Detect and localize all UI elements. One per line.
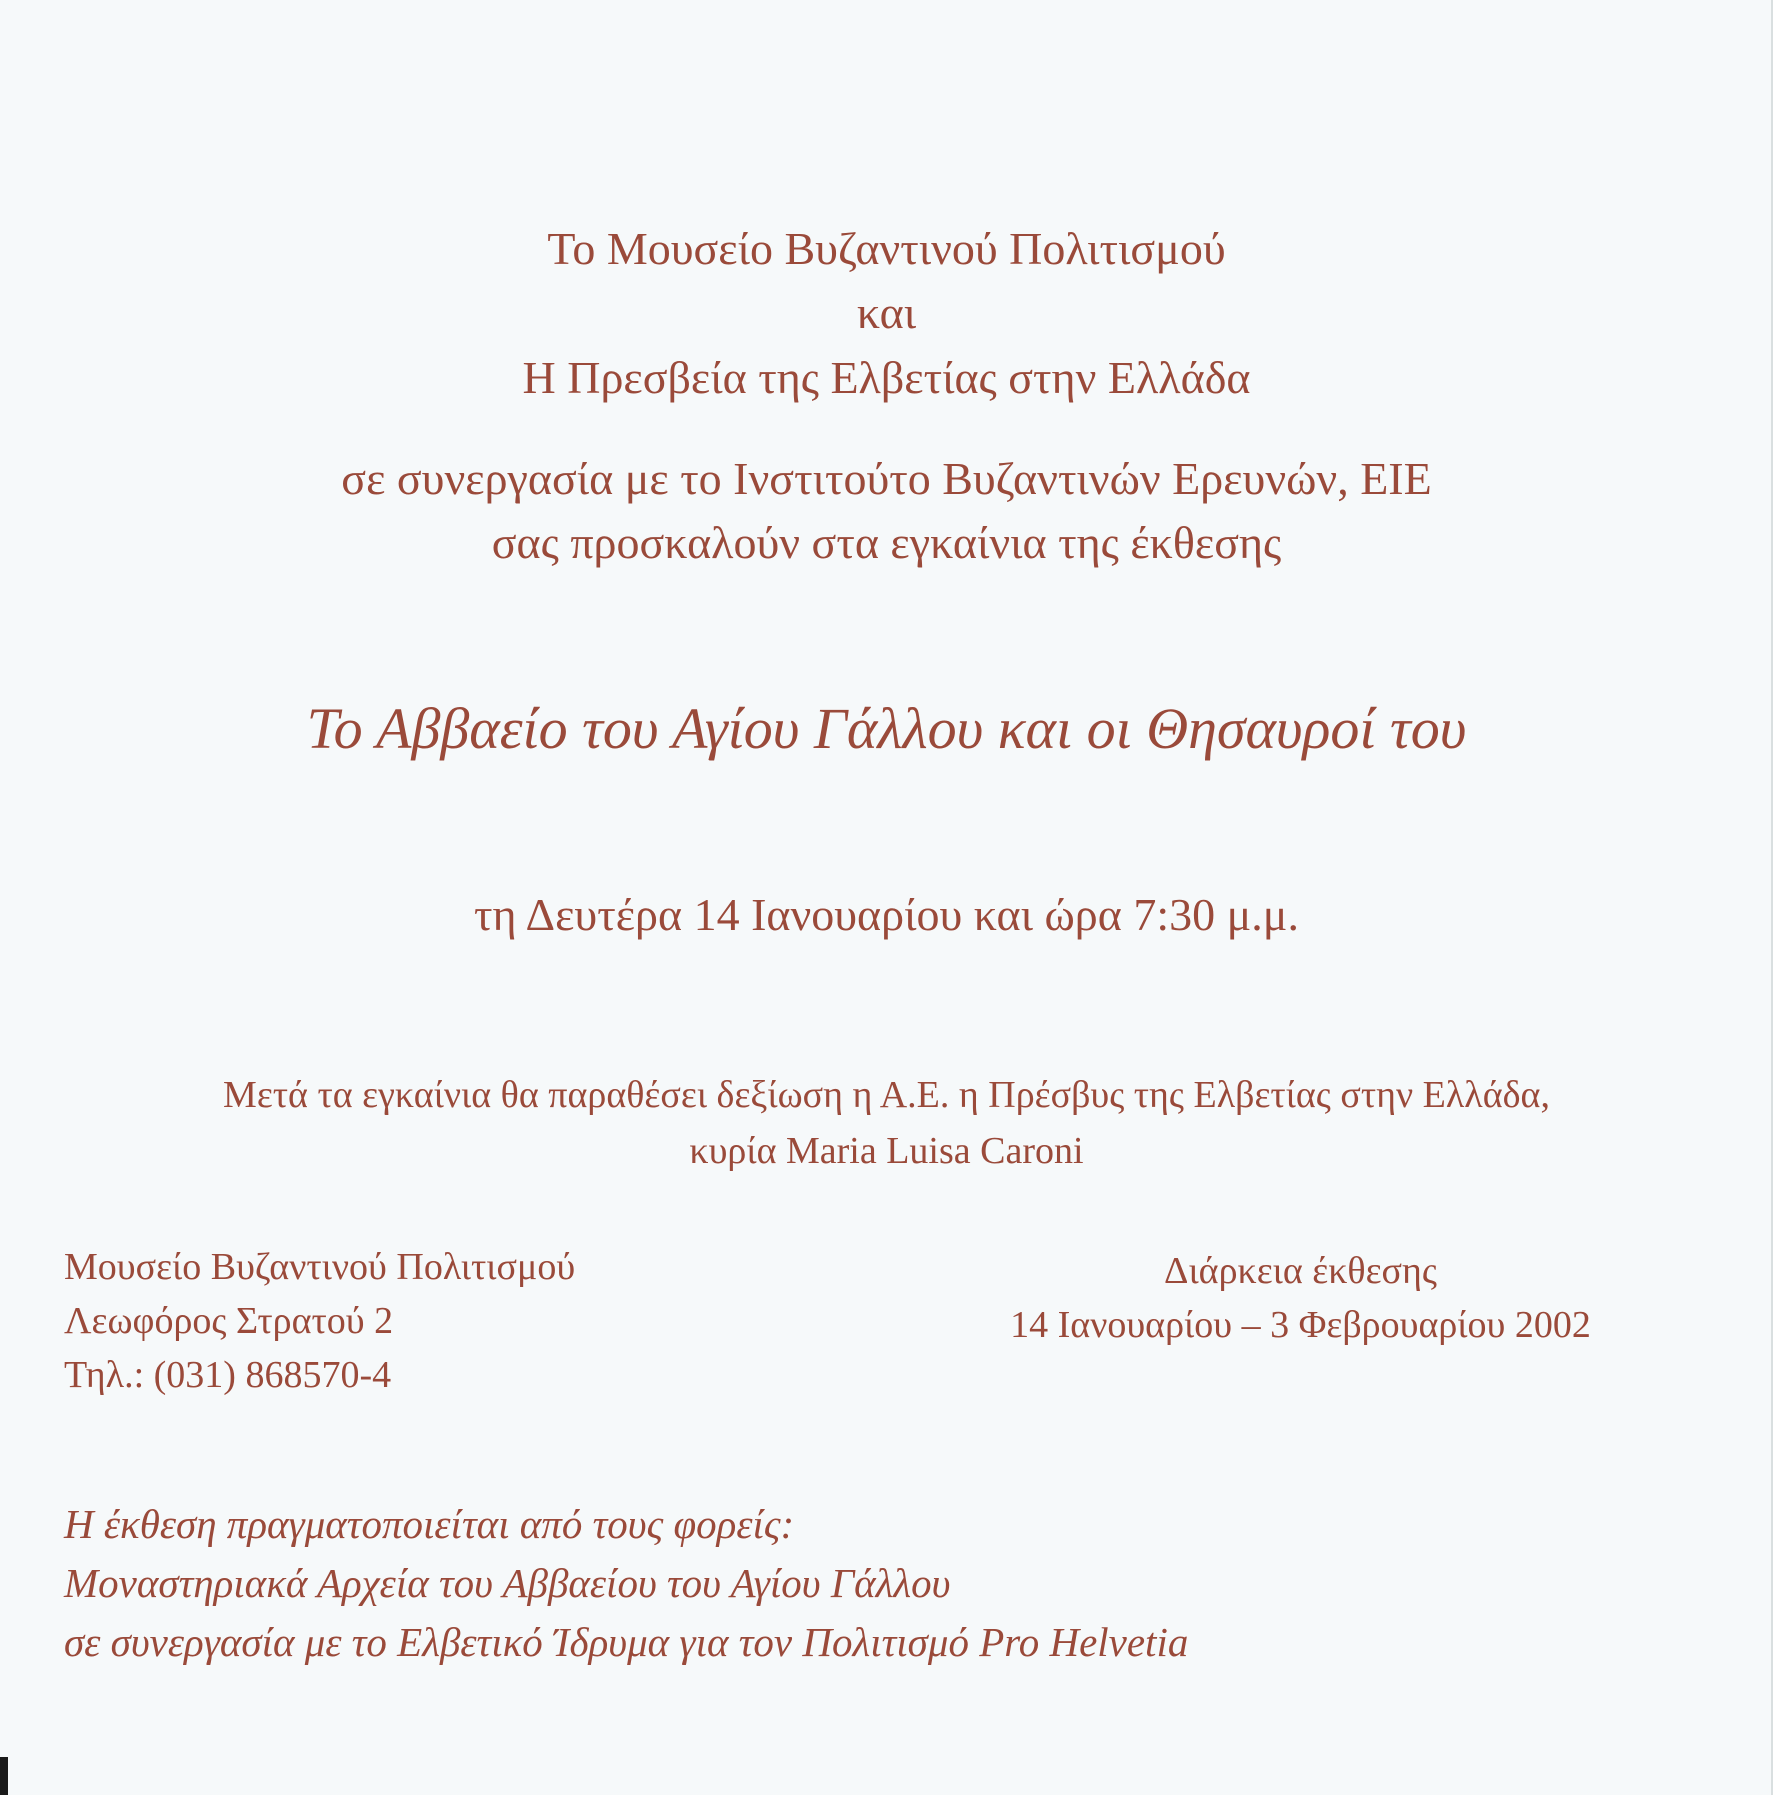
organizers-foundation: σε συνεργασία με το Ελβετικό Ίδρυμα για τον Πολιτισμό Pro Helvetia bbox=[64, 1619, 1189, 1665]
organizers-heading: Η έκθεση πραγματοποιείται από τους φορείς: bbox=[64, 1501, 795, 1547]
scan-corner-mark bbox=[0, 1757, 8, 1795]
address-museum-name: Μουσείο Βυζαντινού Πολιτισμού bbox=[64, 1246, 576, 1288]
organizers-archive: Μοναστηριακά Αρχεία του Αββαείου του Αγίου Γάλλου bbox=[64, 1560, 951, 1606]
header-line-embassy: Η Πρεσβεία της Ελβετίας στην Ελλάδα bbox=[522, 352, 1251, 403]
reception-line: Μετά τα εγκαίνια θα παραθέσει δεξίωση η Α.Ε. η Πρέσβυς της Ελβετίας στην Ελλάδα, bbox=[223, 1074, 1550, 1116]
duration-dates: 14 Ιανουαρίου – 3 Φεβρουαρίου 2002 bbox=[1010, 1304, 1591, 1346]
header-line-museum: Το Μουσείο Βυζαντινού Πολιτισμού bbox=[547, 223, 1226, 274]
address-phone: Τηλ.: (031) 868570-4 bbox=[64, 1354, 392, 1396]
event-date-time: τη Δευτέρα 14 Ιανουαρίου και ώρα 7:30 μ.μ. bbox=[474, 889, 1299, 940]
header-line-and: και bbox=[856, 287, 917, 338]
invitation-line: σας προσκαλούν στα εγκαίνια της έκθεσης bbox=[491, 517, 1282, 568]
duration-label: Διάρκεια έκθεσης bbox=[1164, 1250, 1437, 1292]
collaboration-line: σε συνεργασία με το Ινστιτούτο Βυζαντινών Ερευνών, ΕΙΕ bbox=[341, 453, 1432, 504]
exhibition-title: Το Αββαείο του Αγίου Γάλλου και οι Θησαυροί του bbox=[306, 696, 1467, 761]
address-street: Λεωφόρος Στρατού 2 bbox=[64, 1300, 394, 1342]
ambassador-name: κυρία Maria Luisa Caroni bbox=[689, 1130, 1084, 1172]
